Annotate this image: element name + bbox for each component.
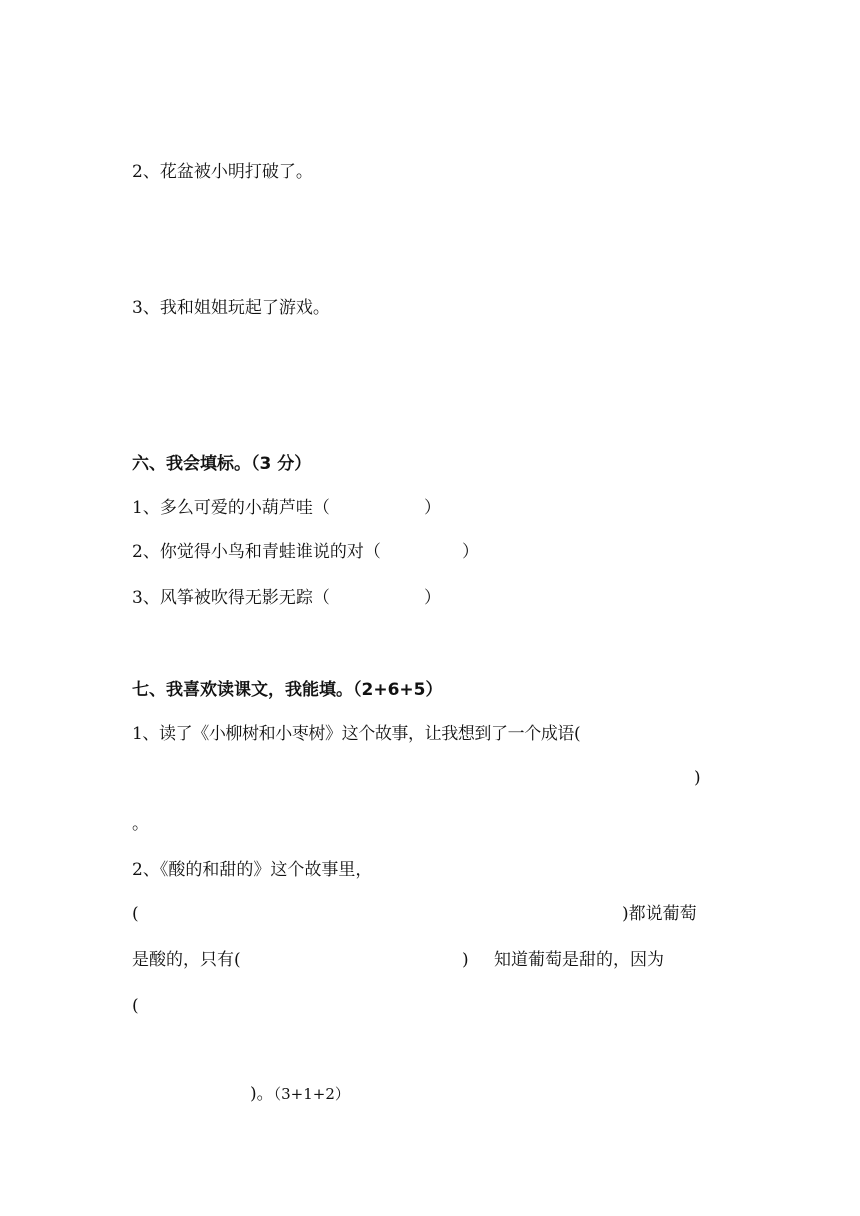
section7-q1-line1: 1、读了《小柳树和小枣树》这个故事，让我想到了一个成语( <box>132 724 581 744</box>
section7-q2-line3c: 知道葡萄是甜的，因为 <box>494 950 664 970</box>
section7-points: （2+6+5） <box>353 680 443 700</box>
section6-item-3 <box>132 586 330 610</box>
section6-item-2 <box>132 540 381 564</box>
section7-q2-line3a: 是酸的，只有( <box>132 950 241 970</box>
section7-q2-open3: ( <box>132 996 139 1016</box>
section6-item-3-text: 3、风筝被吹得无影无踪（ <box>132 588 330 608</box>
section7-q2-points: （3+1+2） <box>273 1085 350 1103</box>
section6-item-2-close: ） <box>462 542 479 562</box>
section5-item-2: 2、花盆被小明打破了。 <box>132 162 313 182</box>
section6-heading <box>132 452 311 476</box>
section6-item-1-close: ） <box>424 498 441 518</box>
section7-q1-close: ) <box>694 768 701 788</box>
section7-q2-close3 <box>250 1082 350 1106</box>
section6-item-3-close: ） <box>424 588 441 608</box>
section7-q2-close1: )都说葡萄 <box>622 904 697 924</box>
section7-title: 七、我喜欢读课文，我能填。 <box>132 680 353 700</box>
section6-points: （3 分） <box>251 454 312 474</box>
section6-title: 六、我会填标。 <box>132 454 251 474</box>
section5-item-3: 3、我和姐姐玩起了游戏。 <box>132 298 330 318</box>
section7-q2-close3-text: )。 <box>250 1084 274 1104</box>
section7-q1-end: 。 <box>132 814 149 834</box>
section6-item-1 <box>132 496 330 520</box>
section7-q2-line1: 2、《酸的和甜的》这个故事里， <box>132 860 373 880</box>
section6-item-1-text: 1、多么可爱的小葫芦哇（ <box>132 498 330 518</box>
section7-heading <box>132 678 442 702</box>
section7-q2-open1: ( <box>132 904 139 924</box>
section6-item-2-text: 2、你觉得小鸟和青蛙谁说的对（ <box>132 542 381 562</box>
section7-q2-line3b: ) <box>462 950 469 970</box>
